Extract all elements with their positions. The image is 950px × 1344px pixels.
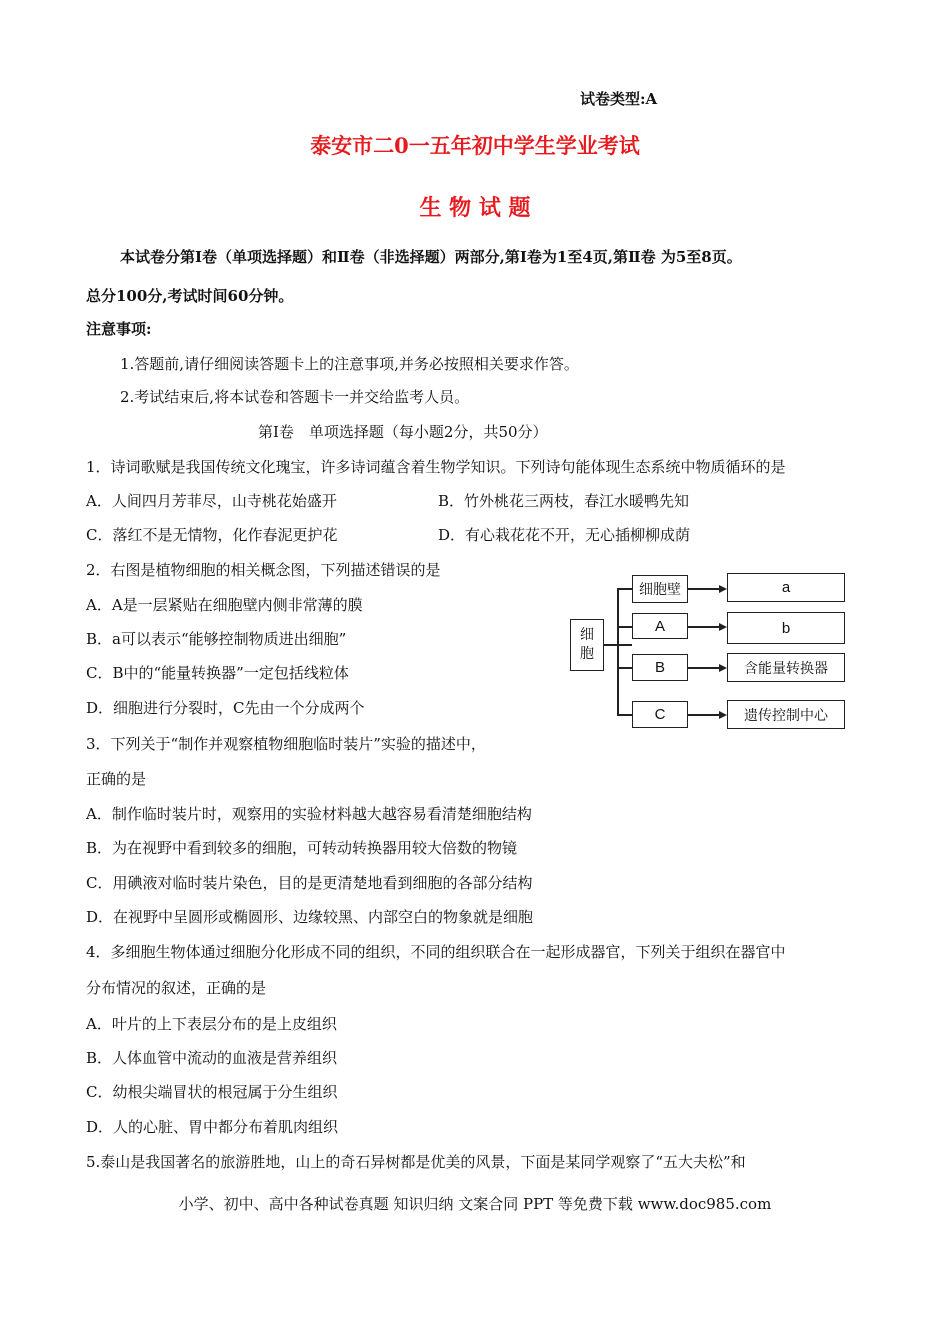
diagram-arrow-line-2	[688, 626, 720, 628]
question-2-option-b: B．a可以表示“能够控制物质进出细胞”	[86, 630, 347, 648]
diagram-branch-4	[617, 714, 632, 716]
diagram-leaf-energy-converter: 含能量转换器	[727, 653, 845, 682]
question-1-option-b: B．竹外桃花三两枝，春江水暖鸭先知	[438, 492, 690, 510]
question-2-option-a: A．A是一层紧贴在细胞壁内侧非常薄的膜	[86, 596, 363, 614]
note-item-2: 2.考试结束后,将本试卷和答题卡一并交给监考人员。	[120, 388, 470, 406]
section-title: 第Ⅰ卷 单项选择题（每小题2分，共50分）	[258, 423, 548, 441]
diagram-arrow-line-4	[688, 714, 720, 716]
diagram-arrow-line-3	[688, 667, 720, 669]
paper-type-label: 试卷类型:A	[580, 90, 658, 108]
intro-line-2: 总分100分,考试时间60分钟。	[86, 287, 294, 305]
diagram-leaf-b: b	[727, 612, 845, 644]
diagram-trunk-line	[617, 588, 619, 715]
question-5-stem: 5.泰山是我国著名的旅游胜地，山上的奇石异树都是优美的风景，下面是某同学观察了“五大夫松”和	[86, 1153, 746, 1171]
question-4-option-b: B．人体血管中流动的血液是营养组织	[86, 1049, 338, 1067]
question-4-option-c: C．幼根尖端冒状的根冠属于分生组织	[86, 1083, 338, 1101]
diagram-root-cell: 细 胞	[570, 619, 604, 671]
question-1-option-d: D．有心栽花花不开，无心插柳柳成荫	[438, 526, 691, 544]
diagram-leaf-genetic-control-center: 遗传控制中心	[727, 700, 845, 729]
diagram-node-c: C	[632, 701, 688, 728]
question-2-stem: 2．右图是植物细胞的相关概念图，下列描述错误的是	[86, 561, 441, 579]
question-2-option-c: C．B中的“能量转换器”一定包括线粒体	[86, 664, 349, 682]
question-4-option-a: A．叶片的上下表层分布的是上皮组织	[86, 1015, 337, 1033]
exam-title: 泰安市二0一五年初中学生学业考试	[310, 133, 640, 158]
question-3-option-d: D．在视野中呈圆形或椭圆形、边缘较黑、内部空白的物象就是细胞	[86, 908, 534, 926]
diagram-arrowhead-4	[719, 711, 727, 719]
diagram-arrowhead-2	[719, 623, 727, 631]
diagram-branch-2	[617, 626, 632, 628]
question-1-stem: 1．诗词歌赋是我国传统文化瑰宝，许多诗词蕴含着生物学知识。下列诗句能体现生态系统中物质循环的是	[86, 458, 786, 476]
subject-title: 生 物 试 题	[419, 195, 531, 221]
diagram-arrowhead-1	[719, 585, 727, 593]
diagram-node-b: B	[632, 654, 688, 681]
question-4-stem-line-1: 4．多细胞生物体通过细胞分化形成不同的组织，不同的组织联合在一起形成器官，下列关于组织在器官中	[86, 943, 786, 961]
question-3-option-a: A．制作临时装片时，观察用的实验材料越大越容易看清楚细胞结构	[86, 805, 532, 823]
footer-text: 小学、初中、高中各种试卷真题 知识归纳 文案合同 PPT 等免费下载 www.doc985.com	[178, 1195, 772, 1213]
intro-line-1: 本试卷分第Ⅰ卷（单项选择题）和Ⅱ卷（非选择题）两部分,第Ⅰ卷为1至4页,第Ⅱ卷 为5至8页。	[120, 248, 742, 266]
diagram-leaf-a: a	[727, 573, 845, 602]
question-4-stem-line-2: 分布情况的叙述，正确的是	[86, 979, 267, 997]
question-4-option-d: D．人的心脏、胃中都分布着肌肉组织	[86, 1118, 339, 1136]
diagram-arrowhead-3	[719, 664, 727, 672]
diagram-node-a: A	[632, 613, 688, 639]
question-3-stem-line-1: 3．下列关于“制作并观察植物细胞临时装片”实验的描述中，	[86, 735, 486, 753]
question-1-option-c: C．落红不是无情物，化作春泥更护花	[86, 526, 338, 544]
question-3-option-c: C．用碘液对临时装片染色，目的是更清楚地看到细胞的各部分结构	[86, 874, 533, 892]
question-1-option-a: A．人间四月芳菲尽，山寺桃花始盛开	[86, 492, 337, 510]
notes-heading: 注意事项:	[86, 320, 152, 338]
diagram-branch-3	[617, 667, 632, 669]
question-3-option-b: B．为在视野中看到较多的细胞，可转动转换器用较大倍数的物镜	[86, 839, 518, 857]
question-2-option-d: D．细胞进行分裂时，C先由一个分成两个	[86, 699, 365, 717]
question-3-stem-line-2: 正确的是	[86, 770, 147, 788]
diagram-node-cell-wall: 细胞壁	[632, 575, 688, 603]
diagram-arrow-line-1	[688, 588, 720, 590]
note-item-1: 1.答题前,请仔细阅读答题卡上的注意事项,并务必按照相关要求作答。	[120, 355, 579, 373]
diagram-branch-1	[617, 588, 632, 590]
